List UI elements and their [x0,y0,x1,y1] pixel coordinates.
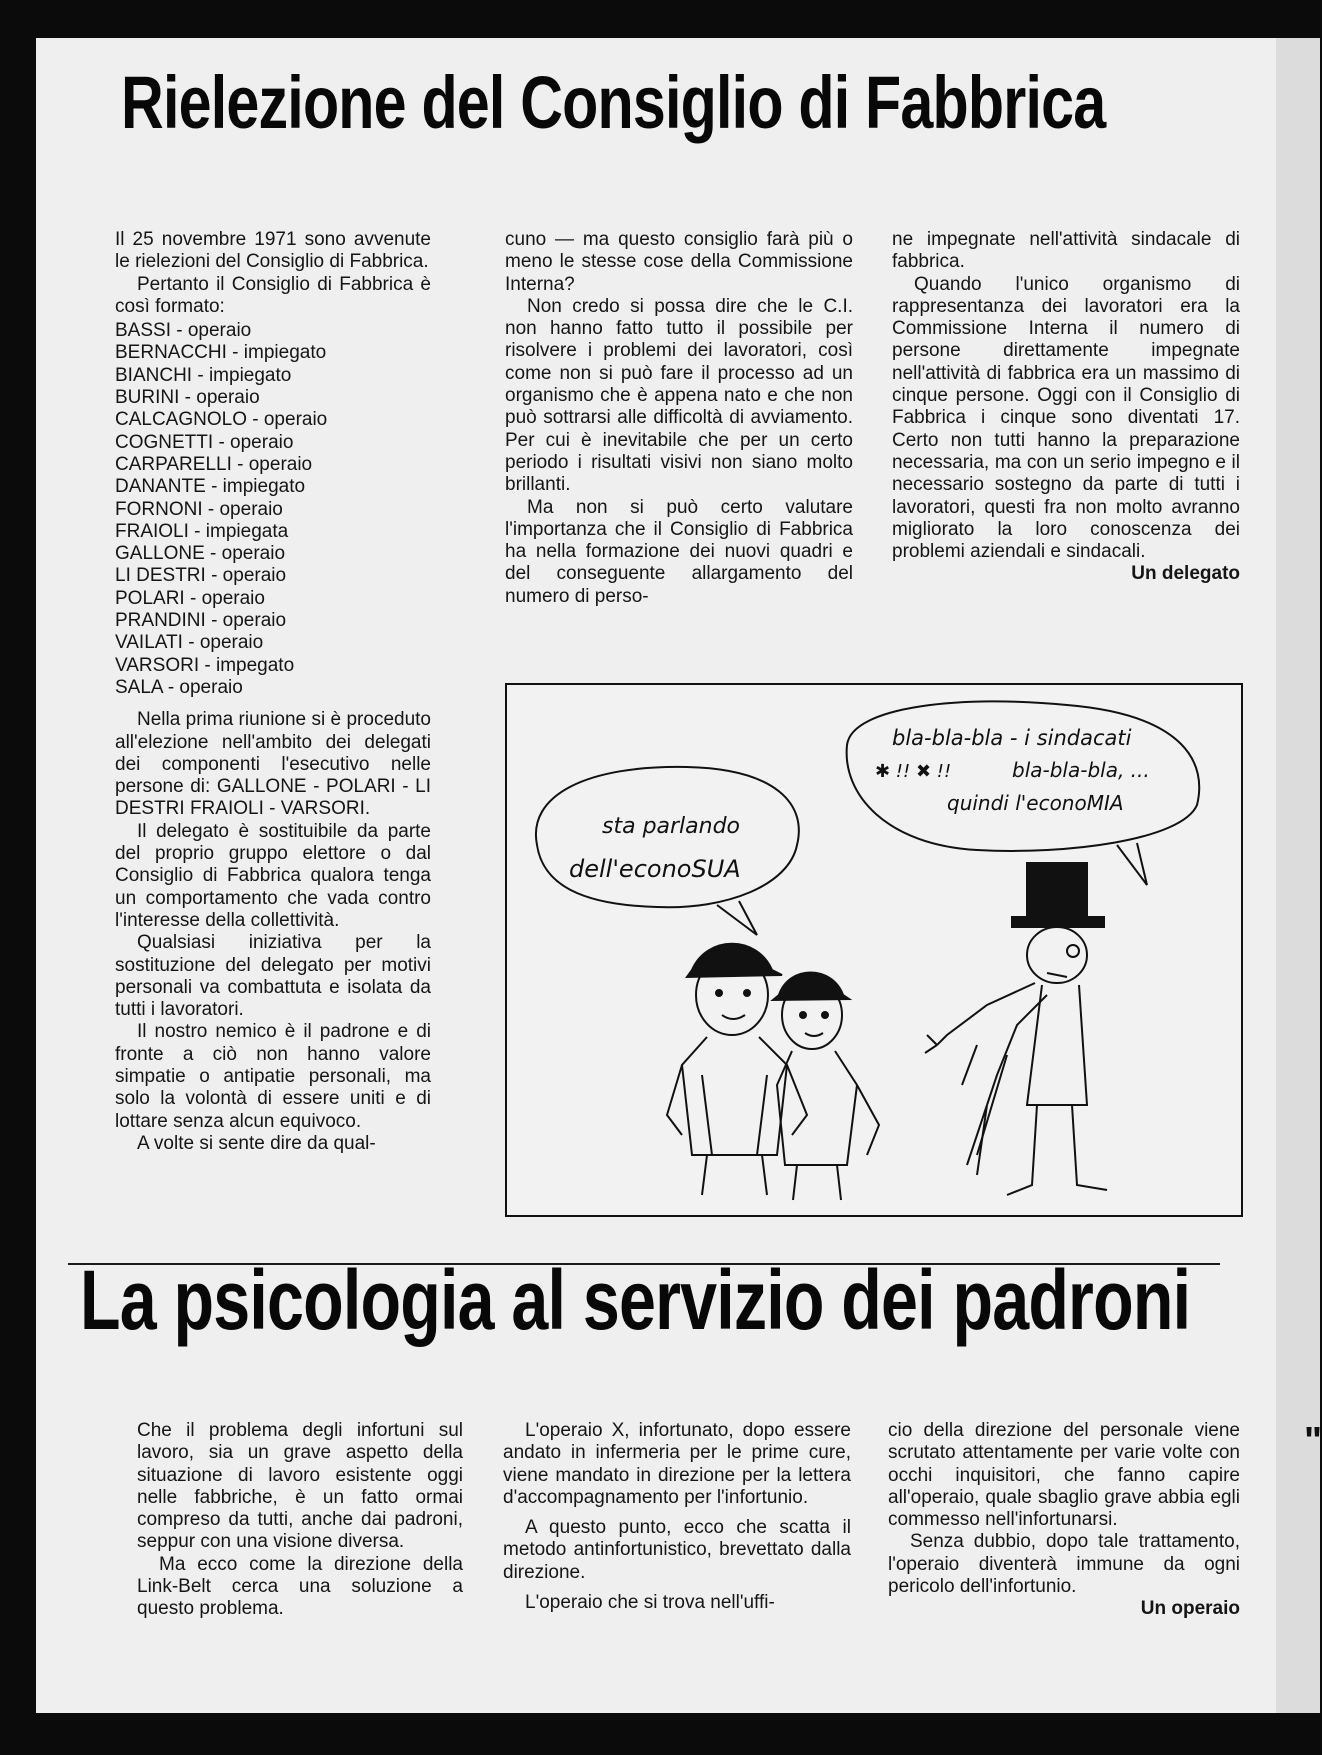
paragraph: ne impegnate nell'attività sindacale di fabbrica. [892,229,1240,273]
council-member-list [115,320,431,699]
worker-figure-left [667,944,807,1195]
paragraph: Ma non si può certo valutare l'importanza che il Consiglio di Fabbrica ha nella formazione dei nuovi quadri e del conseguente allargamento del numero di perso- [505,496,853,607]
article2-column-1 [137,1420,463,1621]
article-title: La psicologia al servizio dei padroni [80,1253,1191,1347]
paragraph: cuno — ma questo consiglio farà più o meno le stesse cose della Commissione Interna? [505,229,853,295]
article1-column-3 [892,229,1240,586]
author-signature: Un delegato [1131,563,1240,585]
boss-figure [925,863,1107,1195]
list-item: BIANCHI - impiegato [115,364,292,386]
worker-figure-right [773,973,879,1201]
list-item: BURINI - operaio [115,387,260,409]
article1-column-2 [505,229,853,608]
list-item: PRANDINI - operaio [115,610,287,632]
cartoon-drawing [507,685,1241,1215]
bubble-right-line-3: quindi l'econoMIA [947,791,1124,815]
list-item: COGNETTI - operaio [115,431,294,453]
list-item: CARPARELLI - operaio [115,453,313,475]
paragraph: A questo punto, ecco che scatta il metodo antinfortunistico, brevettato dalla direzione. [503,1517,851,1583]
cartoon-illustration [505,683,1243,1217]
bubble-right-line-1: bla-bla-bla - i sindacati [892,726,1132,750]
list-item: GALLONE - operaio [115,543,286,565]
paragraph: A volte si sente dire da qual- [137,1132,376,1154]
paragraph: Ma ecco come la direzione della Link-Belt cerca una soluzione a questo problema. [137,1553,463,1620]
list-item: CALCAGNOLO - operaio [115,409,328,431]
facing-page-mark: " [1304,1420,1322,1462]
list-item: FORNONI - operaio [115,498,283,520]
article1-column-1 [115,229,431,1155]
article2-column-2 [503,1420,851,1614]
list-item: BASSI - operaio [115,320,252,342]
paragraph: cio della direzione del personale viene scrutato attentamente per varie volte con occhi inquisitori, che fanno capire all'operaio, quale sbaglio grave abbia egli commesso nell'infortunarsi. [888,1420,1240,1531]
bubble-left-line-2: dell'econoSUA [569,855,741,883]
list-item: BERNACCHI - impiegato [115,342,327,364]
paragraph: Senza dubbio, dopo tale trattamento, l'operaio diventerà immune da ogni pericolo dell'infortunio. [888,1531,1240,1598]
bubble-right-line-2: bla-bla-bla, ... [1012,758,1150,782]
list-item: SALA - operaio [115,676,243,698]
paragraph: Quando l'unico organismo di rappresentanza dei lavoratori era la Commissione Interna il numero di persone direttamente impegnate nell'attività di fabbrica era un massimo di cinque persone. Oggi con il Consiglio di Fabbrica i cinque sono diventati 17. Certo non tutti hanno la preparazione necessaria, ma con un serio impegno e il necessario sostegno da parte di tutti i lavoratori, questi fra non molto avranno migliorato la loro conoscenza dei problemi aziendali e sindacali. [892,273,1240,563]
paragraph: Pertanto il Consiglio di Fabbrica è così formato: [115,273,431,317]
paragraph: L'operaio X, infortunato, dopo essere andato in infermeria per le prime cure, viene mandato in direzione per la lettera d'accompagnamento per l'infortunio. [503,1420,851,1508]
bubble-right-symbols: ✱ !! ✖ !! [875,761,952,782]
paragraph: Nella prima riunione si è proceduto all'elezione nell'ambito dei delegati dei componenti l'esecutivo nelle persone di: GALLONE - POLARI - LI DESTRI FRAIOLI - VARSORI. [115,709,431,820]
article-title: Rielezione del Consiglio di Fabbrica [121,61,1106,144]
list-item: VARSORI - impegato [115,654,295,676]
list-item: VAILATI - operaio [115,632,264,654]
list-item: LI DESTRI - operaio [115,565,287,587]
bubble-left-line-1: sta parlando [602,814,741,839]
list-item: POLARI - operaio [115,587,265,609]
list-item: FRAIOLI - impiegata [115,520,289,542]
paragraph: Il 25 novembre 1971 sono avvenute le rielezioni del Consiglio di Fabbrica. [115,229,431,273]
author-signature: Un operaio [1140,1598,1240,1620]
paragraph: Che il problema degli infortuni sul lavoro, sia un grave aspetto della situazione di lavoro esistente oggi nelle fabbriche, è un fatto ormai compreso da tutti, anche dai padroni, seppur con una visione diversa. [137,1420,463,1553]
paragraph: Non credo si possa dire che le C.I. non hanno fatto tutto il possibile per risolvere i problemi dei lavoratori, così come non si può fare il processo ad un organismo che è appena nato e che non può sottrarsi alle difficoltà di avviamento. Per cui è inevitabile che per un certo periodo i risultati visivi non siano molto brillanti. [505,295,853,496]
paragraph: Qualsiasi iniziativa per la sostituzione del delegato per motivi personali va combattuta e isolata da tutti i lavoratori. [115,932,431,1021]
article2-column-3 [888,1420,1240,1621]
list-item: DANANTE - impiegato [115,476,306,498]
paragraph: Il nostro nemico è il padrone e di fronte a ciò non hanno valore simpatie o antipatie personali, ma solo la volontà di essere uniti e di lottare senza alcun equivoco. [115,1021,431,1132]
paragraph: L'operaio che si trova nell'uffi- [525,1592,775,1614]
paragraph: Il delegato è sostituibile da parte del proprio gruppo elettore o dal Consiglio di Fabbrica qualora tenga un comportamento che vada contro l'interesse della collettività. [115,820,431,931]
